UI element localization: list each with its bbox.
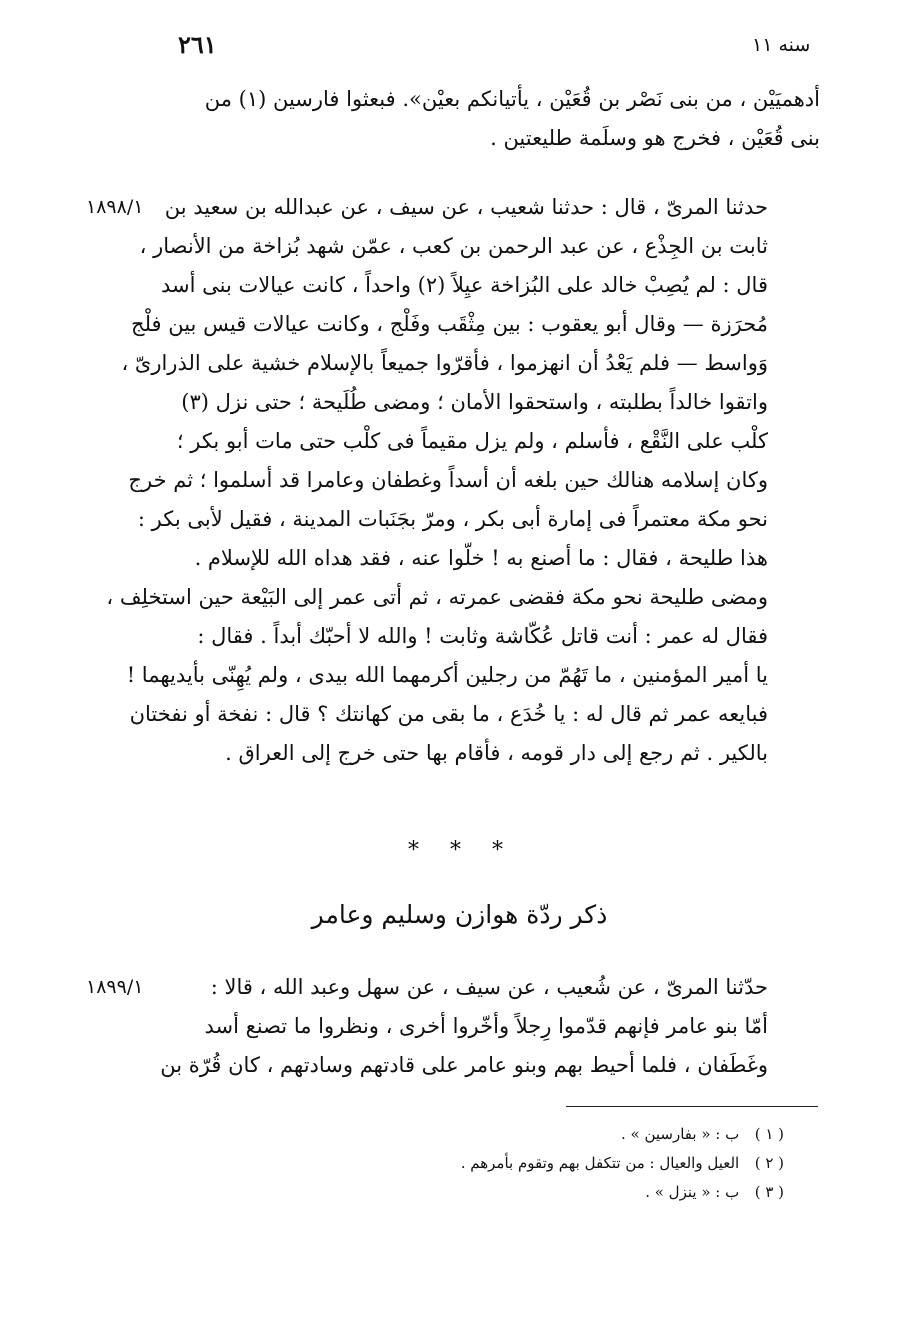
footnote-number: ( ٣ ) (754, 1183, 784, 1201)
text-line: قال : لم يُصِبْ خالد على البُزاخة عيِلاً (٢) واحداً ، كانت عيالات بنى أسد (161, 273, 768, 297)
text-line: أمّا بنو عامر فإنهم قدّموا رِجلاً وأخّروا أخرى ، ونظروا ما تصنع أسد (204, 1014, 768, 1038)
footnote-text: ب : « بفارسين » . (620, 1125, 740, 1143)
footnote-number: ( ٢ ) (754, 1154, 784, 1172)
text-line: واتقوا خالداً بطلبته ، واستحقوا الأمان ؛ ومضى طُلَيحة ؛ حتى نزل (٣) (181, 390, 768, 414)
text-line: فقال له عمر : أنت قاتل عُكّاشة وثابت ! والله لا أحبّك أبداً . فقال : (197, 624, 768, 648)
text-line: ومضى طليحة نحو مكة فقضى عمرته ، ثم أتى عمر إلى البَيْعة حين استخلِف ، (106, 585, 768, 609)
text-line: كلْب على النَّقْع ، فأسلم ، ولم يزل مقيماً فى كلْب حتى مات أبو بكر ؛ (176, 429, 768, 453)
footnote-text: العيل والعيال : من تتكفل بهم وتقوم بأمرهم . (460, 1154, 740, 1172)
text-line: وَواسط — فلم يَعْدُ أن انهزموا ، فأقرّوا جميعاً بالإسلام خشية على الذرارىّ ، (121, 351, 768, 375)
text-line: نحو مكة معتمراً فى إمارة أبى بكر ، ومرّ بجَنَبات المدينة ، فقيل لأبى بكر : (137, 507, 768, 531)
text-line: وكان إسلامه هنالك حين بلغه أن أسداً وغطفان وعامرا قد أسلموا ؛ ثم خرج (128, 468, 768, 492)
footnote-divider (566, 1106, 818, 1107)
footnote-1 (320, 1120, 784, 1149)
text-line: حدّثنا المرىّ ، عن شُعيب ، عن سيف ، عن سهل وعبد الله ، قالا : (210, 975, 768, 999)
text-line: أدهميَيْن ، من بنى نَصْر بن قُعَيْن ، يأتيانكم بعيْن». فبعثوا فارسين (١) من (204, 87, 820, 111)
section-separator: * * * (408, 838, 515, 863)
text-line: حدثنا المرىّ ، قال : حدثنا شعيب ، عن سيف ، عن عبدالله بن سعيد بن (164, 195, 768, 219)
text-line: ثابت بن الجِذْع ، عن عبد الرحمن بن كعب ، عمّن شهد بُزاخة من الأنصار ، (139, 234, 768, 258)
text-line: بنى قُعَيْن ، فخرج هو وسلَمة طليعتين . (490, 126, 820, 150)
footnotes (320, 1120, 784, 1207)
intro-paragraph (178, 80, 820, 158)
year-label: سنه ١١ (752, 34, 811, 56)
page-number: ٢٦١ (178, 30, 217, 59)
section-heading: ذكر ردّة هوازن وسليم وعامر (311, 900, 608, 929)
running-head (0, 30, 919, 64)
text-line: وغَطَفان ، فلما أحيط بهم وبنو عامر على قادتهم وسادتهم ، كان قُرّة بن (160, 1053, 768, 1077)
text-line: مُحرَزة — وقال أبو يعقوب : بين مِثْقَب وفَلْج ، وكانت عيالات قيس بين فلْج (131, 312, 768, 336)
text-line: بالكير . ثم رجع إلى دار قومه ، فأقام بها حتى خرج إلى العراق . (225, 741, 768, 765)
footnote-2 (320, 1149, 784, 1178)
footnote-number: ( ١ ) (754, 1125, 784, 1143)
text-line: يا أمير المؤمنين ، ما تَهُمّ من رجلين أكرمهما الله بيدى ، ولم يُهِنّى بأيديهما ! (126, 663, 768, 687)
footnote-text: ب : « ينزل » . (645, 1183, 740, 1201)
paragraph-1899 (160, 968, 820, 1085)
text-line: فبايعه عمر ثم قال له : يا خُدَع ، ما بقى من كهانتك ؟ قال : نفخة أو نفختان (129, 702, 768, 726)
margin-reference-1899: ١٨٩٩/١ (86, 976, 144, 998)
margin-reference-1898: ١٨٩٨/١ (86, 196, 144, 218)
footnote-3 (320, 1178, 784, 1207)
text-line: هذا طليحة ، فقال : ما أصنع به ! خلّوا عنه ، فقد هداه الله للإسلام . (194, 546, 768, 570)
